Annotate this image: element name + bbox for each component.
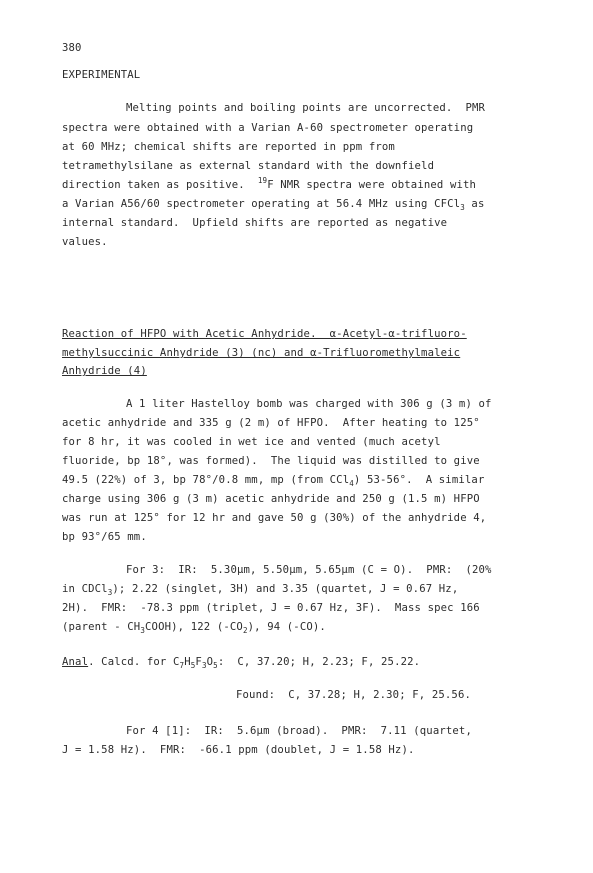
procedure-line-4: fluoride, bp 18°, was formed). The liquid was distilled to give [62,455,480,467]
compound-4-line-2: J = 1.58 Hz). FMR: -66.1 ppm (doublet, J = 1.58 Hz). [62,744,415,756]
reaction-title-line-1: Reaction of HFPO with Acetic Anhydride. α-Acetyl-α-trifluoro- [62,328,467,340]
procedure-line-2: acetic anhydride and 335 g (2 m) of HFPO. After heating to 125° [62,417,480,429]
procedure-line-1: A 1 liter Hastelloy bomb was charged with 306 g (3 m) of [126,398,492,410]
compound-3-line-3: 2H). FMR: -78.3 ppm (triplet, J = 0.67 Hz, 3F). Mass spec 166 [62,602,480,614]
reaction-title-line-3: Anhydride (4) [62,365,147,377]
procedure-line-6: charge using 306 g (3 m) acetic anhydride and 250 g (1.5 m) HFPO [62,493,480,505]
procedure-line-8: bp 93°/65 mm. [62,531,147,543]
compound-3-line-1: For 3: IR: 5.30μm, 5.50μm, 5.65μm (C = O). PMR: (20% [126,564,492,576]
intro-line-6: a Varian A56/60 spectrometer operating at 56.4 MHz using CFCl$_3$ as [62,198,485,212]
section-heading: EXPERIMENTAL [62,69,141,81]
intro-line-8: values. [62,236,108,248]
procedure-line-3: for 8 hr, it was cooled in wet ice and vented (much acetyl [62,436,441,448]
intro-line-3: at 60 MHz; chemical shifts are reported in ppm from [62,141,395,153]
intro-line-2: spectra were obtained with a Varian A-60 spectrometer operating [62,122,474,134]
intro-line-5: direction taken as positive. $^{19}$F NMR spectra were obtained with [62,176,477,191]
intro-line-1: Melting points and boiling points are uncorrected. PMR [126,102,486,114]
intro-line-4: tetramethylsilane as external standard with the downfield [62,160,435,172]
intro-line-7: internal standard. Upfield shifts are reported as negative [62,217,448,229]
page-number: 380 [62,42,82,54]
analysis-found: Found: C, 37.28; H, 2.30; F, 25.56. [236,689,472,701]
analysis-calcd: Anal. Calcd. for $C_7H_5F_3O_5$: C, 37.20; H, 2.23; F, 25.22. [62,656,421,670]
procedure-line-5: 49.5 (22%) of 3, bp 78°/0.8 mm, mp (from CCl$_4$) 53-56°. A similar [62,474,485,488]
compound-4-line-1: For 4 [1]: IR: 5.6μm (broad). PMR: 7.11 (quartet, [126,725,472,737]
compound-3-line-2: in CDCl$_3$); 2.22 (singlet, 3H) and 3.35 (quartet, J = 0.67 Hz, [62,583,459,597]
compound-3-line-4: (parent - $CH_3COOH$), 122 $(-CO_2)$, 94 (-CO). [62,621,326,635]
reaction-title-line-2: methylsuccinic Anhydride (3) (nc) and α-Trifluoromethylmaleic [62,347,461,359]
procedure-line-7: was run at 125° for 12 hr and gave 50 g (30%) of the anhydride 4, [62,512,487,524]
